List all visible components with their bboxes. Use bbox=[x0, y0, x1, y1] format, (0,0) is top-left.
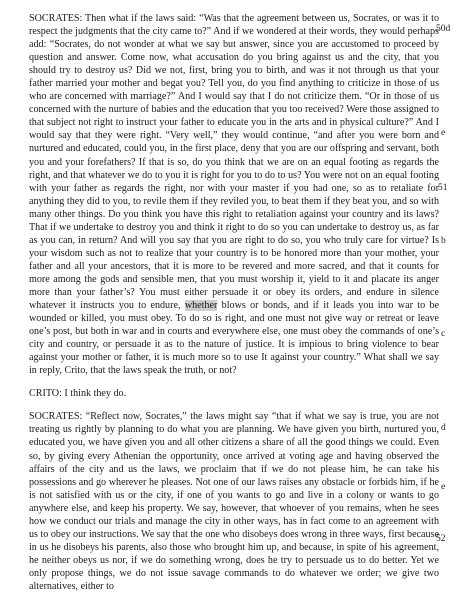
document-body bbox=[29, 12, 439, 593]
margin-note: b bbox=[441, 236, 446, 246]
margin-note: 50d bbox=[436, 24, 451, 34]
margin-note: d bbox=[441, 423, 446, 433]
margin-note: c bbox=[441, 329, 446, 339]
paragraph-crito-reply: CRITO: I think they do. bbox=[29, 388, 127, 400]
margin-note: 51 bbox=[438, 183, 448, 193]
highlighted-word[interactable]: whether bbox=[184, 300, 218, 312]
paragraph-text-continued: blows or bonds, and if it leads you into war to be wounded or killed, you must obey. To do so is right, and one must not give way or retreat or leave one’s post, but both in war and in courts and everywhere else, one must obey the commands of one’s city and country, or persuade it as to the nature of justice. It is impious to bring violence to bear against your mother or father, it is much more so to use It against your country.” What shall we say in reply, Crito, that the laws speak the truth, or not? bbox=[29, 300, 439, 377]
paragraph-text: SOCRATES: Then what if the laws said: “Was that the agreement between us, Socrates, or was it to respect the judgments that the city came to?” And if we wondered at their words, they would perhaps add: “Socrates, do not wonder at what we say but answer, since you are accustomed to proceed by question and answer. Come now, what accusation do you bring against us and the city, that you should try to destroy us? Did we not, first, bring you to birth, and was it not through us that your father married your mother and begat you? Tell you, do you find anything to criticize in those of us who are concerned with marriage?” And I would say that I do not criticize them. “Or in those of us concerned with the nurture of babies and the education that you too received? Were those assigned to that subject not right to instruct your father to educate you in the arts and in physical culture?” And I would say that they were right. “Very well,” they would continue, “and after you were born and nurtured and educated, could you, in the first place, deny that you are our offspring and servant, both you and your forefathers? If that is so, do you think that we are on an equal footing as regards the right, and that whatever we do to you it is right for you to do to us? You were not on an equal footing with your father as regards the right, nor with your master if you had one, so as to retaliate for anything they did to you, to revile them if they reviled you, to beat them if they beat you, and so with many other things. Do you think you have this right to retaliation against your country and its laws? That if we undertake to destroy you and think it right to do so you can undertake to destroy us, as far as you can, in return? And will you say that you are right to do so, you who truly care for virtue? Is your wisdom such as not to realize that your country is to be honored more than your mother, your father and all your ancestors, that it is more to be revered and more sacred, and that it counts for more among the gods and sensible men, that you must worship it, yield to it and placate its anger more than your father’s? You must either persuade it or obey its orders, and endure in silence whatever it instructs you to endure, bbox=[29, 13, 439, 312]
margin-note: 52 bbox=[436, 534, 446, 544]
margin-note: e bbox=[441, 128, 446, 138]
margin-note: e bbox=[441, 482, 446, 492]
paragraph-socrates-laws bbox=[29, 12, 439, 377]
paragraph-socrates-reflect: SOCRATES: “Reflect now, Socrates,” the laws might say “that if what we say is true, you are not treating us rightly by planning to do what you are planning. We have given you birth, nurtured you, educated you, we have given you and all other citizens a share of all the good things we could. Even so, by giving every Athenian the opportunity, once arrived at voting age and having observed the affairs of the city and us the laws, we proclaim that if we do not please him, he can take his possessions and go wherever he pleases. Not one of our laws raises any obstacle or forbids him, if he is not satisfied with us or the city, if one of you wants to go and live in a colony or wants to go anywhere else, and keep his property. We say, however, that whoever of you remains, when he sees how we conduct our trials and manage the city in other ways, has in fact come to an agreement with us to obey our instructions. We say that the one who disobeys does wrong in three ways, first because in us he disobeys his parents, also those who brought him up, and because, in spite of his agreement, he neither obeys us nor, if we do something wrong, does he try to persuade us to do better. Yet we only propose things, we do not issue savage commands to do whatever we order; we give two alternatives, either to bbox=[29, 411, 439, 592]
